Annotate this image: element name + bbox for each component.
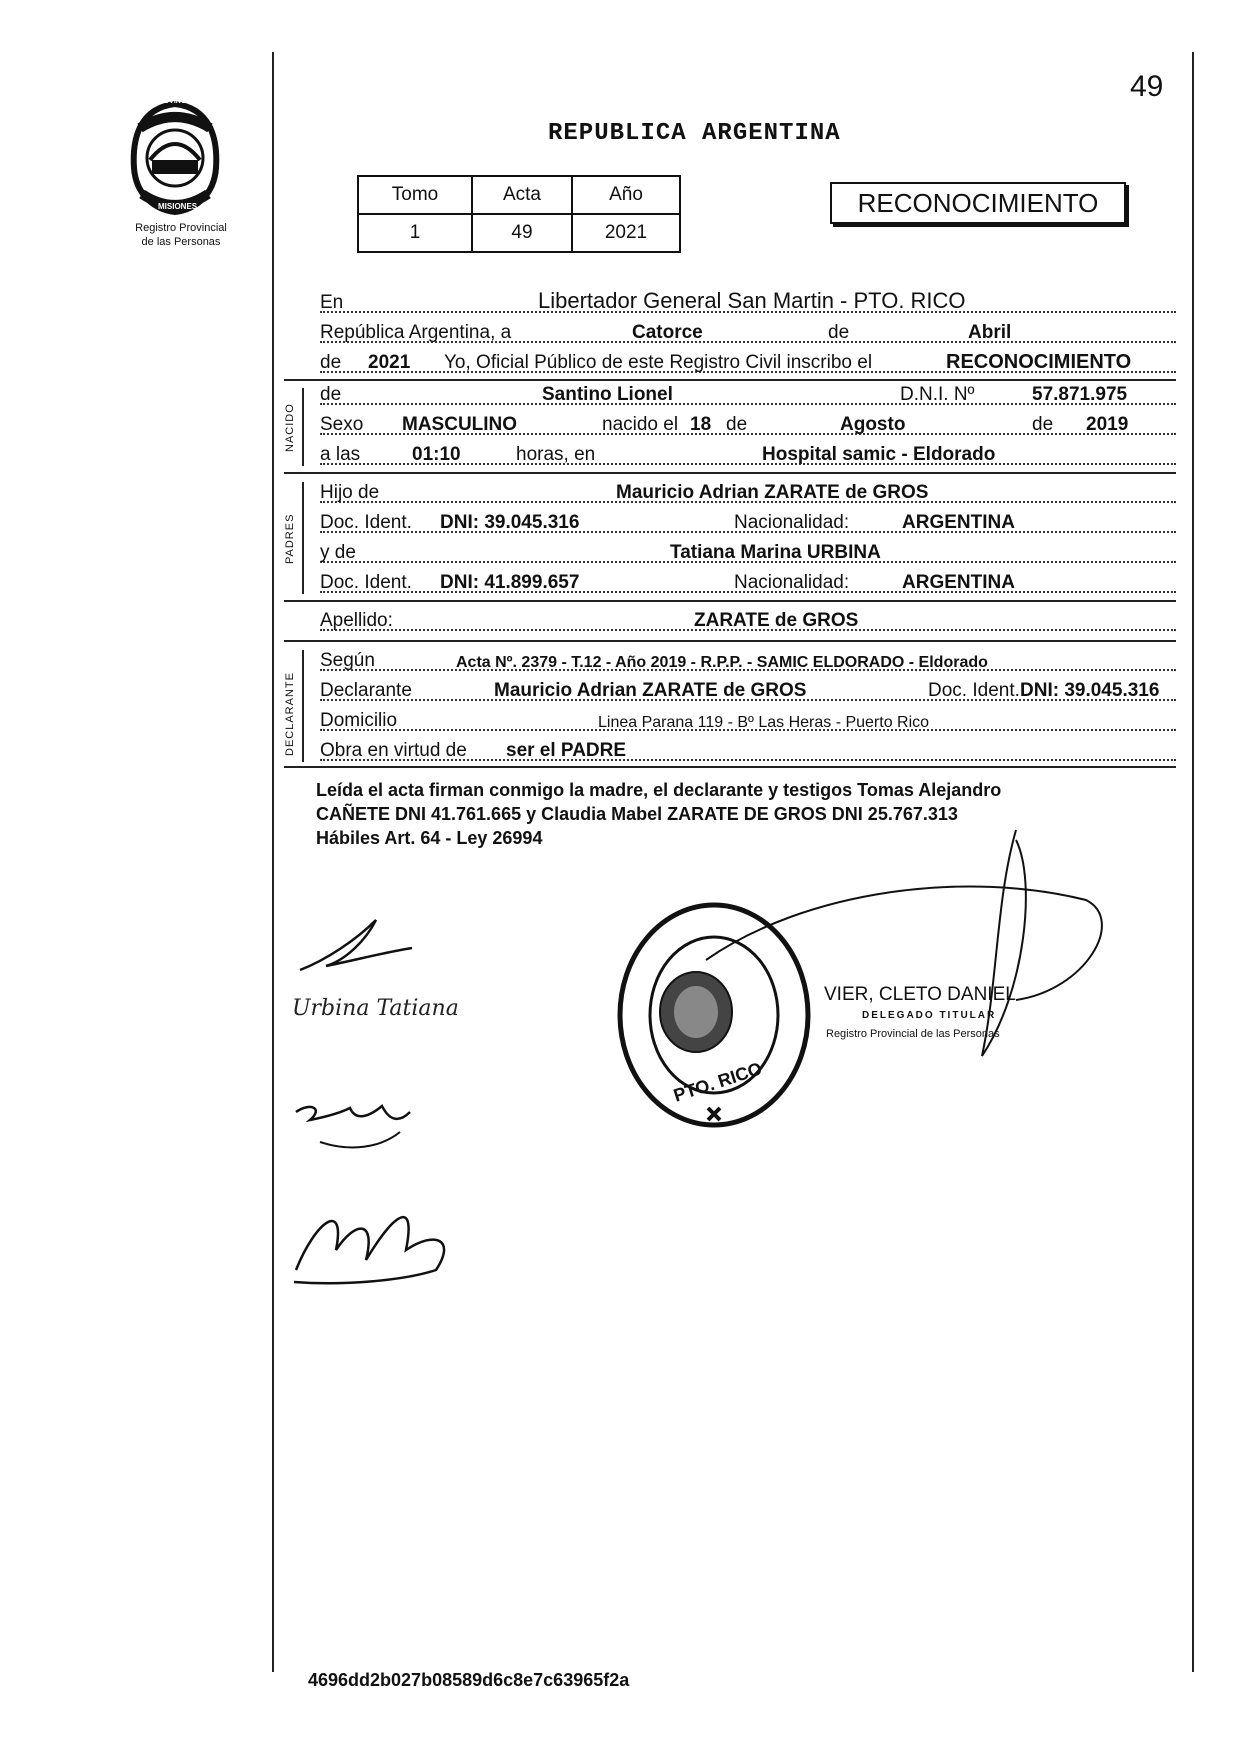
signature-1 <box>296 900 416 980</box>
madre-nac-label: Nacionalidad: <box>734 572 850 593</box>
hora-value: 01:10 <box>412 444 461 465</box>
officer-role: DELEGADO TITULAR <box>862 1010 997 1021</box>
obra-label: Obra en virtud de <box>320 740 467 761</box>
row-oficial <box>320 350 1176 376</box>
anio-value: 2021 <box>368 352 411 373</box>
row-republica <box>320 320 1176 346</box>
nacido-label: nacido el <box>602 414 679 435</box>
document-hash: 4696dd2b027b08589d6c8e7c63965f2a <box>308 1670 630 1690</box>
page-title: REPUBLICA ARGENTINA <box>548 120 841 147</box>
value-anio: 2021 <box>572 214 680 252</box>
lugar-value: Hospital samic - Eldorado <box>762 444 996 465</box>
side-label-nacido: NACIDO <box>284 403 296 452</box>
padre-nac: ARGENTINA <box>902 512 1015 533</box>
row-apellido <box>320 608 1176 634</box>
right-margin-rule <box>1192 52 1194 1672</box>
row-padre-doc <box>320 510 1176 536</box>
madre-value: Tatiana Marina URBINA <box>670 542 881 563</box>
dia-value: Catorce <box>632 322 703 343</box>
padre-doc-label: Doc. Ident. <box>320 512 412 533</box>
republica-label: República Argentina, a <box>320 322 512 343</box>
officer-signature <box>686 820 1116 1060</box>
nacido-de-label: de <box>726 414 748 435</box>
row-sexo <box>320 412 1176 438</box>
header-tomo: Tomo <box>358 176 472 214</box>
record-table <box>357 175 681 253</box>
agency-line-2: de las Personas <box>141 236 221 248</box>
row-madre-doc <box>320 570 1176 596</box>
header-anio: Año <box>572 176 680 214</box>
section-divider <box>284 472 1176 474</box>
provincial-seal <box>120 98 230 218</box>
officer-agency: Registro Provincial de las Personas <box>826 1028 1000 1040</box>
row-obra <box>320 738 1176 764</box>
row-en <box>320 290 1176 316</box>
officer-name: VIER, CLETO DANIEL <box>824 984 1016 1005</box>
stamp-center-text: PTO. RICO <box>670 1058 765 1106</box>
side-label-declarante: DECLARANTE <box>284 672 296 756</box>
obra-value: ser el PADRE <box>506 740 627 761</box>
declarante-doc: DNI: 39.045.316 <box>1020 680 1160 701</box>
signature-2-handwritten: Urbina Tatiana <box>292 996 459 1021</box>
yde-label: y de <box>320 542 356 563</box>
seal-top-text: PROVINCIA DE <box>154 98 205 105</box>
madre-doc-label: Doc. Ident. <box>320 572 412 593</box>
agency-line-1: Registro Provincial <box>135 222 227 234</box>
inscribo-value: RECONOCIMIENTO <box>946 351 1132 373</box>
madre-nac: ARGENTINA <box>902 572 1015 593</box>
sexo-label: Sexo <box>320 414 364 435</box>
section-divider <box>284 640 1176 642</box>
sexo-value: MASCULINO <box>402 414 518 435</box>
section-divider <box>284 379 1176 381</box>
segun-label: Según <box>320 650 375 671</box>
segun-value: Acta Nº. 2379 - T.12 - Año 2019 - R.P.P. - SAMIC ELDORADO - Eldorado <box>456 654 988 671</box>
hijo-label: Hijo de <box>320 482 380 503</box>
signature-4 <box>286 1190 466 1300</box>
side-label-padres: PADRES <box>284 513 296 564</box>
nombre-value: Santino Lionel <box>542 384 673 405</box>
dni-value: 57.871.975 <box>1032 384 1128 405</box>
declarante-value: Mauricio Adrian ZARATE de GROS <box>494 680 807 701</box>
nacido-mes: Agosto <box>840 414 906 435</box>
en-value: Libertador General San Martin - PTO. RICO <box>538 288 966 313</box>
value-acta: 49 <box>472 214 572 252</box>
note-line-3: Hábiles Art. 64 - Ley 26994 <box>316 828 543 848</box>
padres-bracket <box>302 482 304 594</box>
value-tomo: 1 <box>358 214 472 252</box>
row-hora <box>320 442 1176 468</box>
row-madre <box>320 540 1176 566</box>
padre-nac-label: Nacionalidad: <box>734 512 850 533</box>
section-divider <box>284 600 1176 602</box>
row-declarante <box>320 678 1176 704</box>
row-padre <box>320 480 1176 506</box>
mes-value: Abril <box>968 322 1012 343</box>
apellido-value: ZARATE de GROS <box>694 610 859 631</box>
note-line-2: CAÑETE DNI 41.761.665 y Claudia Mabel ZARATE DE GROS DNI 25.767.313 <box>316 804 958 824</box>
nacido-anio: 2019 <box>1086 414 1129 435</box>
declarante-doc-label: Doc. Ident. <box>928 680 1020 701</box>
alas-label: a las <box>320 444 361 465</box>
anio-de-label: de <box>320 352 342 373</box>
nacido-dia: 18 <box>690 414 712 435</box>
horas-label: horas, en <box>516 444 596 465</box>
declarante-bracket <box>302 650 304 762</box>
seal-bottom-text: MISIONES <box>158 202 198 211</box>
row-domicilio <box>320 708 1176 734</box>
padre-doc: DNI: 39.045.316 <box>440 512 580 533</box>
note-line-1: Leída el acta firman conmigo la madre, el declarante y testigos Tomas Alejandro <box>316 780 1002 800</box>
domicilio-value: Linea Parana 119 - Bº Las Heras - Puerto Rico <box>598 714 930 731</box>
header-acta: Acta <box>472 176 572 214</box>
nombre-label: de <box>320 384 342 405</box>
nacido-bracket <box>302 388 304 466</box>
signature-3 <box>290 1082 420 1162</box>
domicilio-label: Domicilio <box>320 710 398 731</box>
act-type-box: RECONOCIMIENTO <box>830 182 1126 224</box>
declarante-label: Declarante <box>320 680 412 701</box>
nacido-anio-label: de <box>1032 414 1054 435</box>
de-label: de <box>828 322 850 343</box>
apellido-label: Apellido: <box>320 610 393 631</box>
madre-doc: DNI: 41.899.657 <box>440 572 580 593</box>
left-margin-rule <box>272 52 274 1672</box>
row-segun <box>320 648 1176 674</box>
page-number: 49 <box>1130 70 1164 103</box>
en-label: En <box>320 292 344 313</box>
padre-value: Mauricio Adrian ZARATE de GROS <box>616 482 929 503</box>
oficial-text: Yo, Oficial Público de este Registro Civil inscribo el <box>444 352 873 373</box>
row-nombre <box>320 382 1176 408</box>
section-divider <box>284 766 1176 768</box>
dni-label: D.N.I. Nº <box>900 384 975 405</box>
